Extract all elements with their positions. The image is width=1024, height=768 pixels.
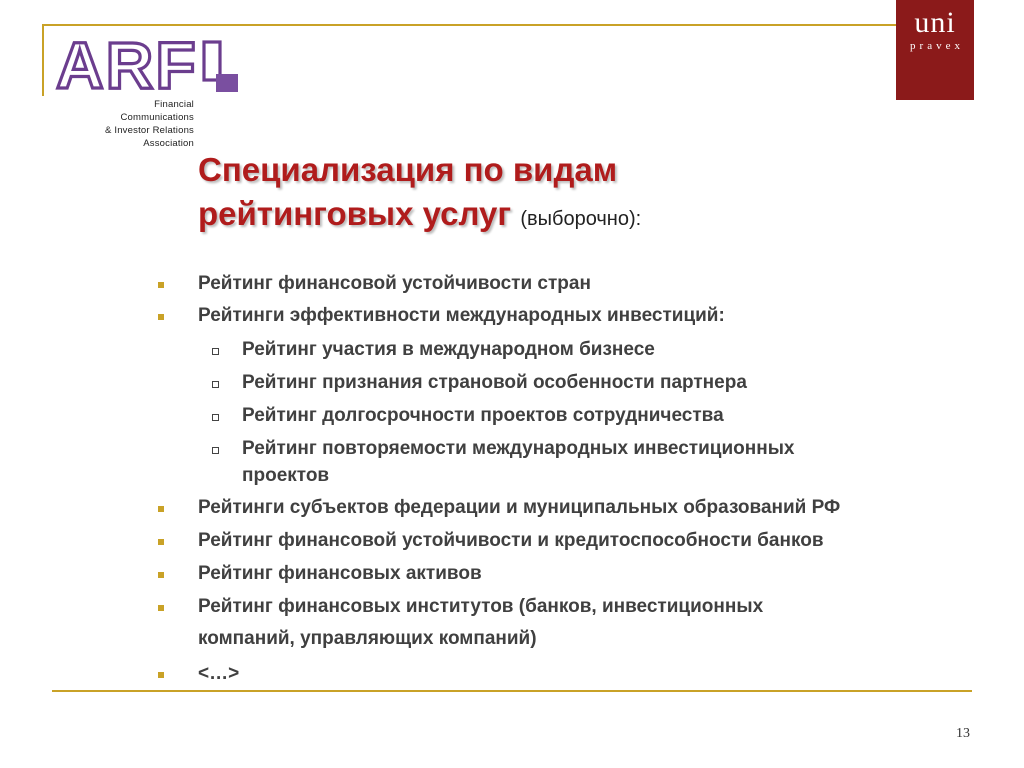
title-note: (выборочно): [520,208,642,230]
arfi-subtitle-line: Financial [154,99,194,110]
bullet-marker [158,314,164,320]
sub-list-item-continuation: проектов [242,465,330,486]
arfi-logo [52,34,242,96]
bullet-marker [158,572,164,578]
sub-bullet-marker [212,381,219,388]
top-frame-line [42,24,898,26]
arfi-subtitle-line: & Investor Relations [104,125,194,136]
left-frame-line [42,24,44,96]
arfi-subtitle-line: Communications [120,112,194,123]
list-item: Рейтинг финансовой устойчивости стран [198,273,591,294]
sub-list-item: Рейтинг участия в международном бизнесе [242,339,655,360]
list-item: <…> [198,663,240,684]
sub-bullet-marker [212,414,219,421]
list-item: Рейтинги эффективности международных инвестиций: [198,305,725,326]
title-line-2 [198,192,898,241]
bullet-marker [158,539,164,545]
bottom-rule [52,690,972,692]
sub-bullet-marker [212,447,219,454]
sub-list-item: Рейтинг повторяемости международных инвестиционных [242,438,795,459]
bullet-marker [158,605,164,611]
svg-text:ARF: ARF [56,34,198,96]
bullet-marker [158,672,164,678]
list-item-continuation: компаний, управляющих компаний) [198,628,537,649]
title-line-1: Специализация по видам [198,151,618,188]
unipravex-logo [896,0,974,100]
bullet-marker [158,282,164,288]
list-item: Рейтинг финансовых институтов (банков, инвестиционных [198,596,764,617]
arfi-logo-subtitle [88,98,194,150]
bullet-marker [158,506,164,512]
page-number: 13 [956,726,970,741]
list-item: Рейтинг финансовых активов [198,563,482,584]
sub-bullet-marker [212,348,219,355]
arfi-subtitle-line: Association [143,138,194,149]
list-item: Рейтинги субъектов федерации и муниципальных образований РФ [198,497,841,518]
title-line-2-text: рейтинговых услуг [198,195,512,232]
sub-list-item: Рейтинг долгосрочности проектов сотрудничества [242,405,724,426]
unipravex-logo-main: uni [914,6,956,39]
slide-title [198,148,898,241]
list-item: Рейтинг финансовой устойчивости и кредитоспособности банков [198,530,824,551]
unipravex-logo-sub: pravex [910,40,964,52]
sub-list-item: Рейтинг признания страновой особенности партнера [242,372,747,393]
